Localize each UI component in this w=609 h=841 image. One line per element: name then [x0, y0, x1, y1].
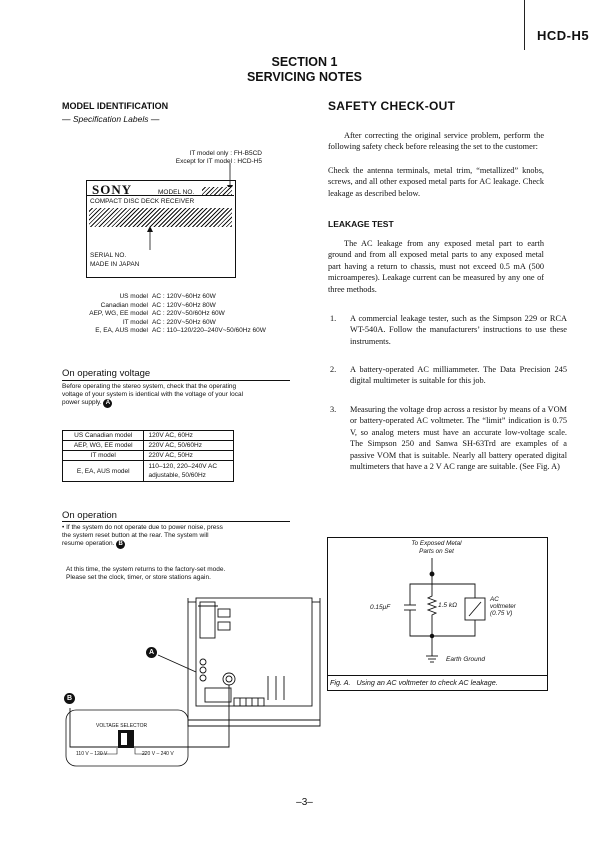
ac-spec-model: AEP, WG, EE model: [89, 310, 148, 318]
voltage-value-cell: 120V AC, 60Hz: [144, 431, 234, 441]
model-id-title: MODEL IDENTIFICATION: [62, 101, 169, 111]
safety-title: SAFETY CHECK-OUT: [328, 99, 456, 113]
list-item-number: 1.: [330, 314, 337, 323]
voltage-model-cell: E, EA, AUS model: [63, 461, 144, 482]
voltage-value-cell: 110–120, 220–240V AC adjustable, 50/60Hz: [144, 461, 234, 482]
voltmeter-label-3: (0.75 V): [490, 610, 513, 617]
operation-title: On operation: [62, 510, 117, 521]
operating-voltage-body: Before operating the stereo system, check that the operating voltage of your system is identical with the voltage of your local power supply.: [62, 383, 244, 407]
selector-left-label: 110 V – 120 V: [76, 751, 108, 757]
list-item-text: A battery-operated AC milliammeter. The Data Precision 245 digital multimeter is suitable for this job.: [350, 365, 567, 386]
safety-intro2: Check the antenna terminals, metal trim, “metallized” knobs, screws, and all other exposed metal parts for AC leakage. Check leakage as described below.: [328, 166, 544, 198]
ac-spec-value: AC : 110–120/220–240V~50/60Hz 60W: [152, 327, 266, 335]
voltage-model-cell: IT model: [63, 451, 144, 461]
marker-a-icon: A: [103, 399, 112, 408]
figure-top-label-2: Parts on Set: [419, 548, 454, 555]
page-number: –3–: [296, 797, 313, 808]
callout-a-icon: A: [146, 647, 157, 658]
selector-right-label: 220 V – 240 V: [142, 751, 174, 757]
figure-top-label-1: To Exposed Metal: [411, 540, 462, 547]
voltage-model-cell: AEP, WG, EE model: [63, 441, 144, 451]
model-no-label: MODEL NO.: [158, 189, 195, 196]
ac-spec-model: Canadian model: [100, 301, 148, 309]
earth-ground-label: Earth Ground: [446, 656, 486, 663]
voltage-value-cell: 220V AC, 50Hz: [144, 451, 234, 461]
list-item-number: 2.: [330, 365, 337, 374]
ac-spec-value: AC : 220V~50/60Hz 60W: [152, 310, 225, 318]
list-item-number: 3.: [330, 405, 337, 414]
operating-voltage-title: On operating voltage: [62, 368, 151, 379]
safety-intro: After correcting the original service problem, perform the following safety check before releasing the set to the customer:: [328, 131, 544, 152]
section-name: SERVICING NOTES: [246, 70, 363, 84]
made-in: MADE IN JAPAN: [90, 261, 140, 268]
model-tag-text: HCD-H5: [537, 28, 590, 43]
ac-spec-value: AC : 120V~60Hz 80W: [152, 301, 216, 309]
product-name: COMPACT DISC DECK RECEIVER: [90, 198, 195, 205]
except-it-label: Except for IT model : HCD-H5: [175, 158, 262, 165]
operation-text2: At this time, the system returns to the factory-set mode. Please set the clock, timer, or store stations again.: [66, 566, 226, 582]
ac-spec-value: AC : 120V~60Hz 60W: [152, 293, 216, 300]
resistor-label: 1.5 kΩ: [438, 602, 458, 609]
list-item-text: A commercial leakage tester, such as the Simpson 229 or RCA WT-540A. Follow the manufacturers’ instructions to use these instruments.: [350, 314, 567, 346]
voltmeter-label-1: AC: [490, 596, 499, 603]
ac-spec-model: IT model: [122, 318, 148, 326]
voltage-selector-label: VOLTAGE SELECTOR: [96, 723, 148, 729]
voltmeter-label: [490, 596, 516, 617]
operation-bullet: • If the system do not operate due to power noise, press the system reset button at the rear. The system will resume operation.: [62, 524, 223, 548]
section-number: SECTION 1: [271, 55, 338, 69]
sony-logo: SONY: [92, 182, 133, 197]
figure-caption-rule: [327, 675, 547, 676]
model-id-subtitle: — Specification Labels —: [62, 114, 160, 124]
voltage-model-cell: US Canadian model: [63, 431, 144, 441]
leakage-text: The AC leakage from any exposed metal part to earth ground and from all exposed metal parts to any exposed metal part having a return to chassis, must not exceed 0.5 mA (500 microamperes). Leakage current can be measured by any one of three methods.: [328, 239, 544, 294]
capacitor-label: 0.15μF: [370, 604, 391, 611]
it-only-label: IT model only : FH-B5CD: [189, 150, 262, 157]
leakage-title: LEAKAGE TEST: [328, 219, 394, 229]
voltmeter-label-2: voltmeter: [490, 603, 516, 610]
serial-no: SERIAL NO.: [90, 252, 127, 259]
ac-spec-value: AC : 220V~50Hz 60W: [152, 318, 216, 326]
ac-spec-model: US model: [119, 293, 148, 300]
marker-b-icon: B: [116, 540, 125, 549]
callout-b-icon: B: [64, 693, 75, 704]
list-item-text: Measuring the voltage drop across a resistor by means of a VOM or battery-operated AC voltmeter. The “limit” indication is 0.75 V, so analog meters must have an accurate low-voltage scale. The Simpson 250 and Sanwa SH-63Trd are examples of a passive VOM that is suitable. Nearly all battery operated digital multimeters that have a 2 V AC range are suitable. (See Fig. A): [350, 405, 567, 472]
figure-caption: Fig. A. Using an AC voltmeter to check AC leakage.: [330, 678, 498, 687]
ac-spec-model: E, EA, AUS model: [95, 327, 148, 335]
voltage-value-cell: 220V AC, 50/60Hz: [144, 441, 234, 451]
